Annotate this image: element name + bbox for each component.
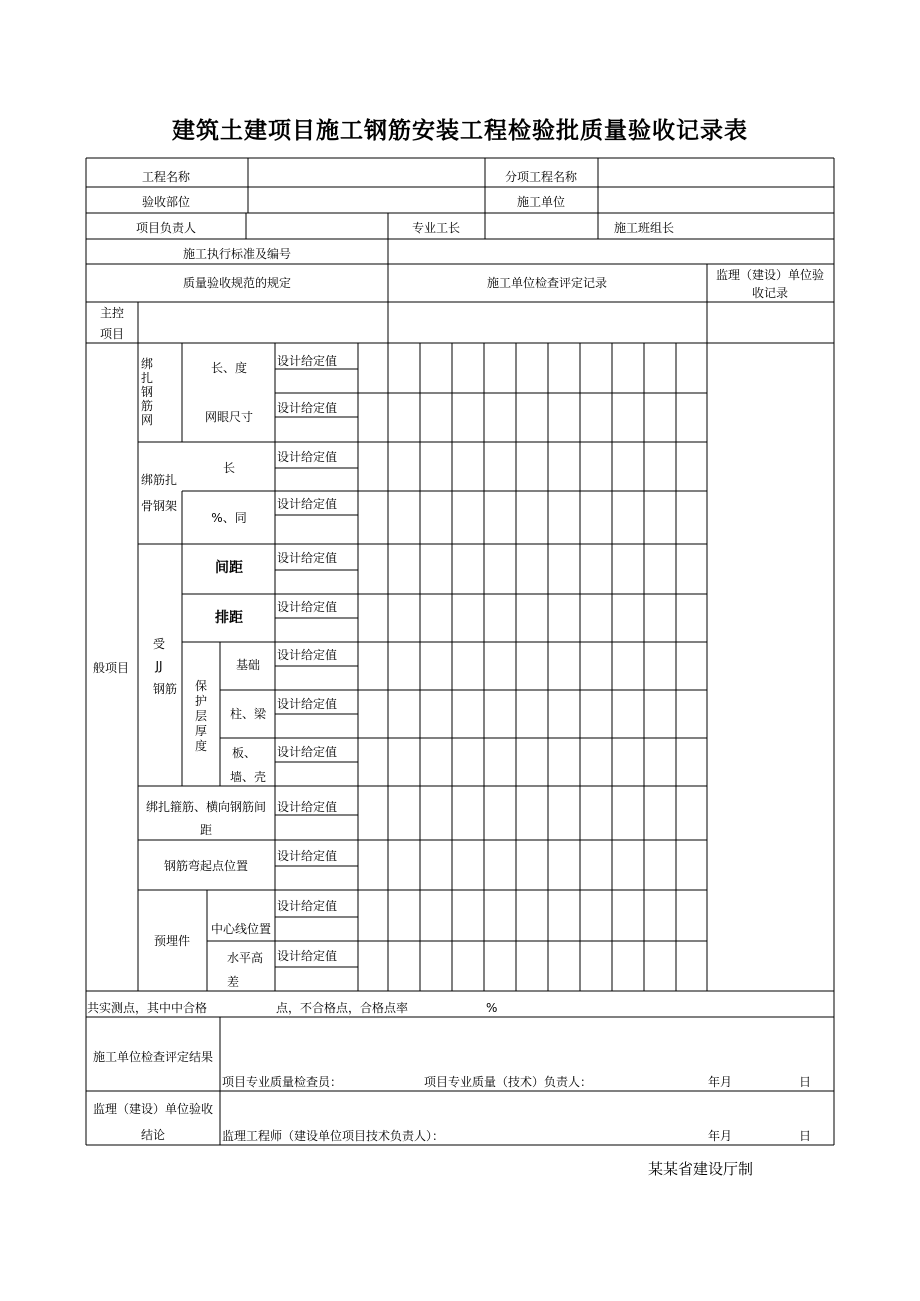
summary-text-2: 点，不合格点，合格点率 [276,1001,409,1015]
cage-length-label: 长 [222,461,236,475]
mesh-label-char: 网 [140,413,154,427]
cover-label-char: 层 [194,709,208,723]
design-value-label: 设计给定值 [277,800,338,814]
summary-text: 共实测点，其中中合格 [87,1001,208,1015]
cover-label-char: 度 [194,739,208,753]
engineer-signature-label: 监理工程师（建设单位项目技术负责人）： [222,1129,445,1143]
tech-head-signature-label: 项目专业质量（技术）负责人： [424,1075,593,1089]
mesh-label-char: 绑 [140,357,154,371]
acceptance-part-label: 验收部位 [141,195,191,209]
level-diff-label-2: 差 [226,975,240,989]
cover-label-char: 护 [194,694,208,708]
construction-unit-label: 施工单位 [516,195,566,209]
column-beam-label: 柱、梁 [229,707,267,721]
main-control-label: 主控 [99,306,125,320]
design-value-label: 设计给定值 [277,745,338,759]
table-labels [87,169,824,1143]
page-title: 建筑土建项目施工钢筋安装工程检验批质量验收记录表 [172,118,748,144]
design-value-label: 设计给定值 [277,949,338,963]
design-value-label: 设计给定值 [277,899,338,913]
embedded-parts-label: 预埋件 [153,934,191,948]
cage-label-2: 骨钢架 [140,499,178,513]
supervision-record-label-2: 收记录 [751,286,789,300]
design-value-label: 设计给定值 [277,697,338,711]
stressed-bar-label-3: 钢筋 [152,682,178,696]
mesh-label-char: 筋 [140,399,154,413]
inspector-signature-label: 项目专业质量检查员： [222,1075,343,1089]
stressed-bar-label: 受 [152,637,166,651]
conclusion-label: 监理（建设）单位验收 [92,1102,214,1116]
stirrup-spacing-label: 绑扎箍筋、横向钢筋间 [145,800,267,814]
summary-percent: % [486,1001,498,1015]
slab-label: 板、 [231,746,257,760]
spacing-label: 间距 [215,560,243,576]
stirrup-spacing-label-2: 距 [199,823,213,837]
design-value-label: 设计给定值 [277,600,338,614]
cover-label-char: 厚 [194,724,208,738]
mesh-label-char: 扎 [140,371,154,385]
conclusion-day-label: 日 [799,1129,812,1143]
footer-issuer: 某某省建设厅制 [648,1160,754,1178]
conclusion-date-label: 年月 [708,1129,733,1143]
center-line-label: 中心线位置 [210,922,272,936]
standard-label: 施工执行标准及编号 [182,247,292,261]
stressed-bar-label-2: JJ [155,659,163,673]
design-value-label: 设计给定值 [277,849,338,863]
design-value-label: 设计给定值 [277,450,338,464]
project-manager-label: 项目负责人 [135,221,197,235]
cage-width-height-label: %、同 [211,511,247,525]
level-diff-label: 水平高 [226,951,264,965]
design-value-label: 设计给定值 [277,401,338,415]
mesh-label-char: 钢 [140,385,154,399]
mesh-size-label: 网眼尺寸 [204,410,254,424]
bend-position-label: 钢筋弯起点位置 [163,859,249,873]
main-control-label-2: 项目 [99,327,125,341]
sub-project-name-label: 分项工程名称 [504,170,578,184]
foreman-label: 专业工长 [411,221,461,235]
general-items-label: 般项目 [92,661,130,675]
cage-label: 绑筋扎 [140,473,178,487]
team-leader-label: 施工班组长 [613,221,675,235]
cover-label-char: 保 [194,679,208,693]
spec-label: 质量验收规范的规定 [182,276,292,290]
design-value-label: 设计给定值 [277,497,338,511]
slab-label-2: 墙、壳 [229,770,267,784]
design-value-label: 设计给定值 [277,648,338,662]
mesh-length-width-label: 长、度 [210,361,248,375]
result-date-label: 年月 [708,1075,733,1089]
project-name-label: 工程名称 [141,170,191,184]
check-record-label: 施工单位检查评定记录 [486,276,608,290]
foundation-label: 基础 [235,658,261,672]
conclusion-label-2: 结论 [140,1128,166,1142]
design-value-label: 设计给定值 [277,354,338,368]
table-grid [86,158,834,1145]
supervision-record-label: 监理（建设）单位验 [715,268,825,282]
result-label: 施工单位检查评定结果 [92,1050,214,1064]
row-spacing-label: 排距 [215,610,243,626]
design-value-label: 设计给定值 [277,551,338,565]
result-day-label: 日 [799,1075,812,1089]
